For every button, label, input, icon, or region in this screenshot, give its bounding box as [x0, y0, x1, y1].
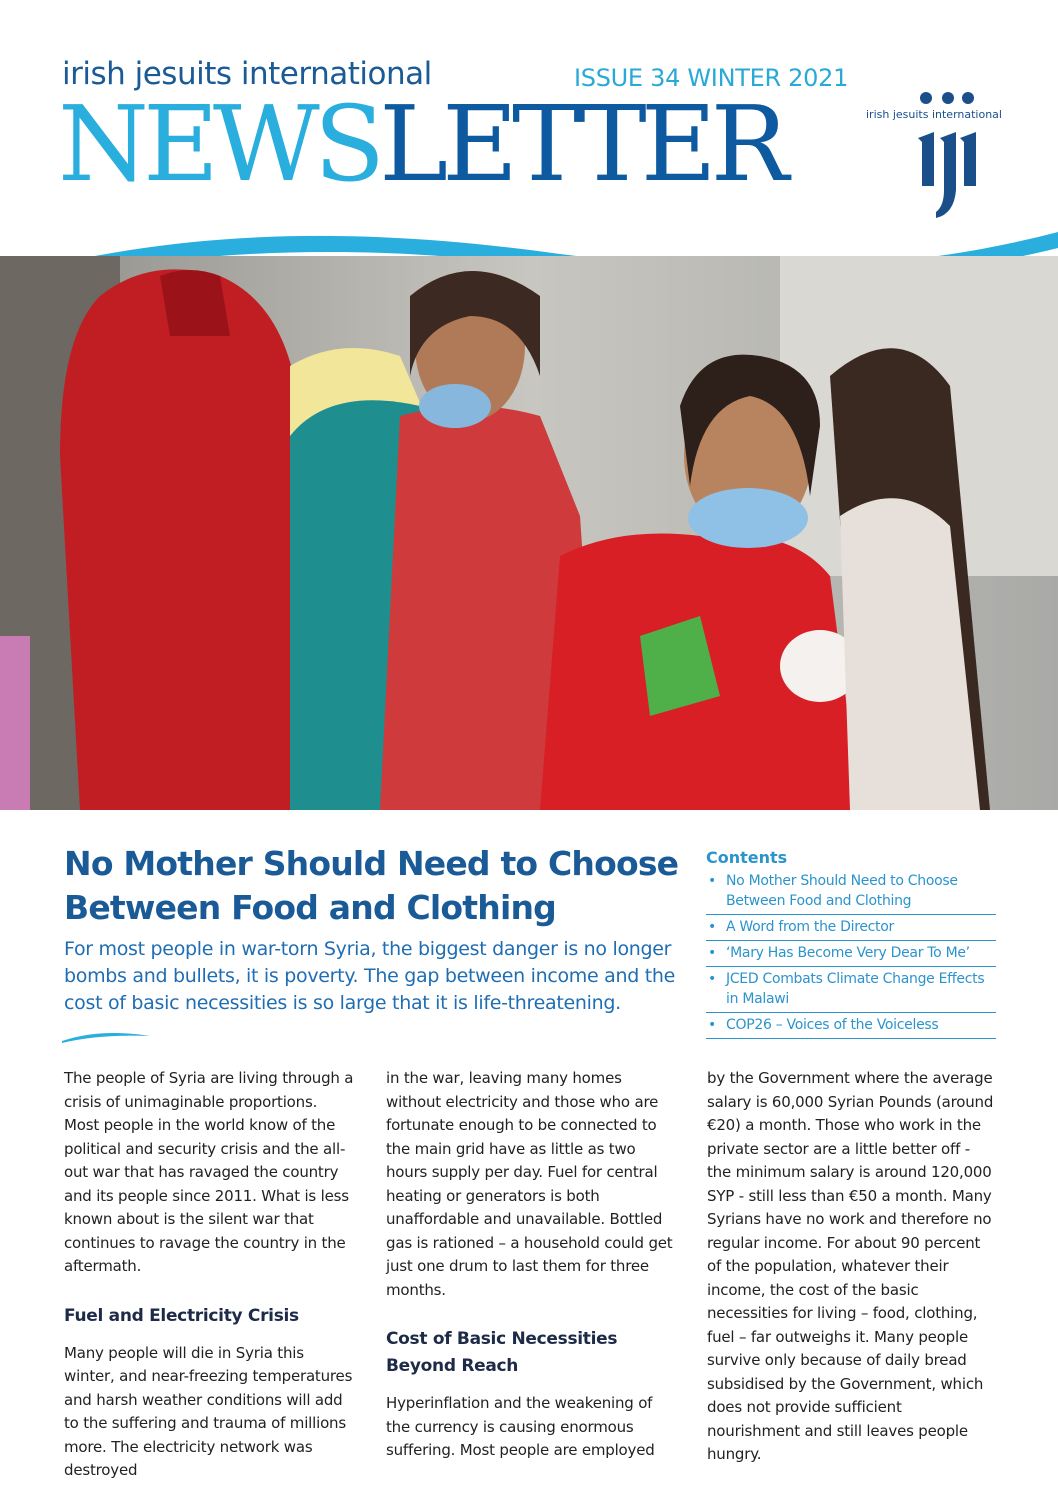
article-column-1 [64, 1067, 354, 1483]
body-paragraph: by the Government where the average salary is 60,000 Syrian Pounds (around €20) a month. Those who work in the private sector are a little better off - the minimum salary is around 120,000 SYP - still less than €50 a month. Many Syrians have no work and therefore no regular income. For about 90 percent of the population, whatever their income, the cost of the basic necessities for living – food, clothing, fuel – far outweighs it. Many people survive only because of daily bread subsidised by the Government, which does not provide sufficient nourishment and still leaves people hungry. [707, 1069, 994, 1463]
article-column-3 [707, 1067, 997, 1467]
headline-line-2: Between Food and Clothing [64, 888, 556, 927]
contents-title: Contents [706, 848, 788, 867]
cover-photo [0, 256, 1058, 810]
body-paragraph: in the war, leaving many homes without electricity and those who are fortunate enough to be connected to the main grid have as little as two hours supply per day. Fuel for central heating or generators is both unaffordable and unavailable. Bottled gas is rationed – a household could get just one drum to last them for three months. [386, 1069, 673, 1299]
section-heading-fuel: Fuel and Electricity Crisis [64, 1305, 299, 1326]
body-paragraph: The people of Syria are living through a crisis of unimaginable proportions. Most people in the world know of the political and security crisis and the all-out war that has ravaged the country and its people since 2011. What is less known about is the silent war that continues to ravage the country in the aftermath. [64, 1069, 354, 1275]
iji-logo-text: irish jesuits international [866, 108, 1002, 121]
masthead-news: NEWS [58, 83, 380, 205]
headline-line-1: No Mother Should Need to Choose [64, 844, 679, 883]
article-headline [64, 842, 684, 930]
issue-label: ISSUE 34 WINTER 2021 [574, 64, 849, 92]
contents-box [706, 848, 996, 1039]
contents-item[interactable]: • ‘Mary Has Become Very Dear To Me’ [706, 941, 996, 967]
contents-item[interactable]: • A Word from the Director [706, 915, 996, 941]
contents-item[interactable]: • JCED Combats Climate Change Effects in Malawi [706, 967, 996, 1013]
section-heading-cost: Cost of Basic Necessities Beyond Reach [386, 1329, 618, 1376]
masthead-letter: LETTER [379, 83, 783, 205]
contents-list [706, 869, 996, 1039]
contents-item[interactable]: • No Mother Should Need to Choose Between Food and Clothing [706, 869, 996, 915]
divider-squiggle [60, 1030, 152, 1044]
photo-illustration [0, 256, 1058, 810]
body-paragraph: Many people will die in Syria this winter, and near-freezing temperatures and harsh weather conditions will add to the suffering and trauma of millions more. The electricity network was destroyed [64, 1343, 353, 1479]
iji-logo [866, 90, 1014, 220]
article-column-2 [386, 1067, 676, 1463]
contents-item[interactable]: • COP26 – Voices of the Voiceless [706, 1013, 996, 1039]
article-standfirst: For most people in war-torn Syria, the biggest danger is no longer bombs and bullets, it is poverty. The gap between income and the cost of basic necessities is so large that it is life-threatening. [64, 938, 676, 1014]
org-name: irish jesuits international [62, 56, 432, 92]
body-paragraph: Hyperinflation and the weakening of the currency is causing enormous suffering. Most people are employed [386, 1394, 655, 1459]
masthead-title [58, 83, 783, 205]
